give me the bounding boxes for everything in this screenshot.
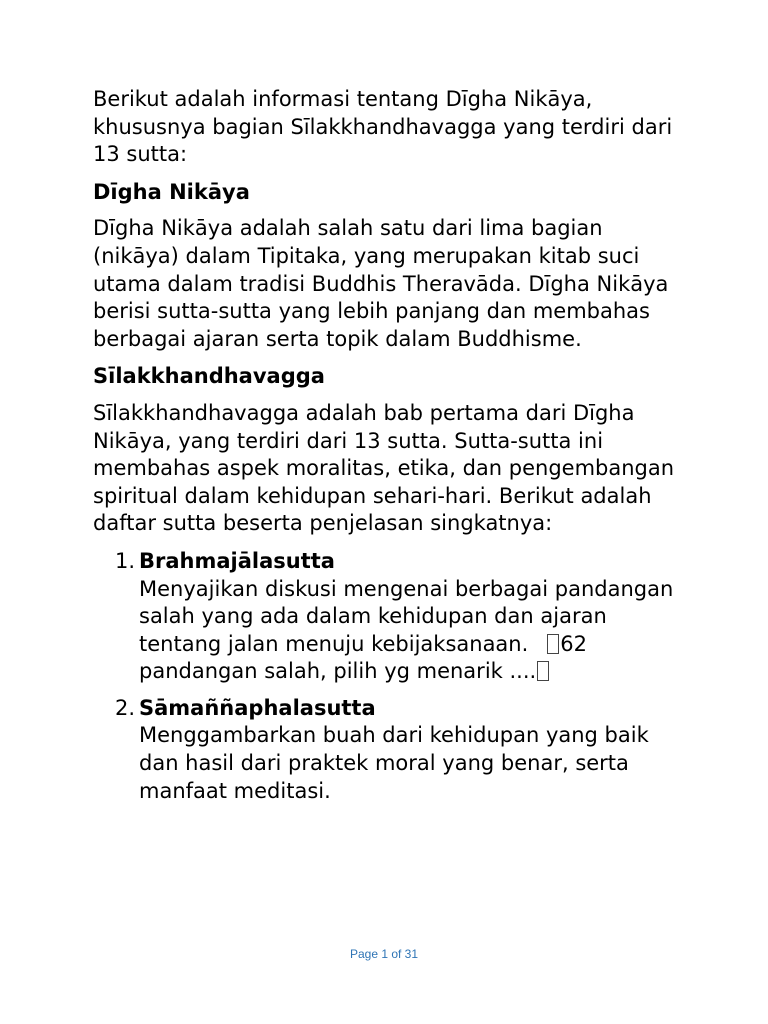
sutta-description: Menggambarkan buah dari kehidupan yang baik dan hasil dari praktek moral yang benar, serta manfaat meditasi. — [139, 723, 649, 803]
sutta-note: 62 pandangan salah, pilih yg menarik .... — [139, 631, 588, 684]
section-body-digha-nikaya: Dīgha Nikāya adalah salah satu dari lima bagian (nikāya) dalam Tipitaka, yang merupakan kitab suci utama dalam tradisi Buddhis Theravāda. Dīgha Nikāya berisi sutta-sutta yang lebih panjang dan membahas berbagai ajaran serta topik dalam Buddhisme. — [93, 216, 669, 351]
sutta-description-text: Menyajikan diskusi mengenai berbagai pandangan salah yang ada dalam kehidupan dan ajaran tentang jalan menuju kebijaksanaan. — [139, 576, 674, 656]
list-item-number: 2. — [115, 695, 136, 720]
page-footer: Page 1 of 31 — [349, 947, 419, 961]
sutta-title: Brahmajālasutta — [139, 548, 335, 573]
missing-glyph-icon — [537, 661, 549, 681]
intro-paragraph: Berikut adalah informasi tentang Dīgha Nikāya, khususnya bagian Sīlakkhandhavagga yang terdiri dari 13 sutta: — [93, 87, 673, 167]
sutta-description — [139, 576, 693, 686]
section-body-silakkhandhavagga: Sīlakkhandhavagga adalah bab pertama dari Dīgha Nikāya, yang terdiri dari 13 sutta. Sutta-sutta ini membahas aspek moralitas, etika, dan pengembangan spiritual dalam kehidupan sehari-hari. Berikut adalah daftar sutta beserta penjelasan singkatnya: — [93, 400, 675, 536]
sutta-title: Sāmaññaphalasutta — [139, 695, 376, 720]
section-heading-silakkhandhavagga: Sīlakkhandhavagga — [93, 364, 325, 389]
missing-glyph-icon — [547, 634, 559, 654]
list-item — [93, 695, 693, 805]
section-heading-digha-nikaya: Dīgha Nikāya — [93, 179, 250, 204]
list-item-number: 1. — [115, 548, 136, 573]
sutta-list — [93, 548, 693, 805]
list-item — [93, 548, 693, 686]
document-page — [93, 86, 693, 814]
